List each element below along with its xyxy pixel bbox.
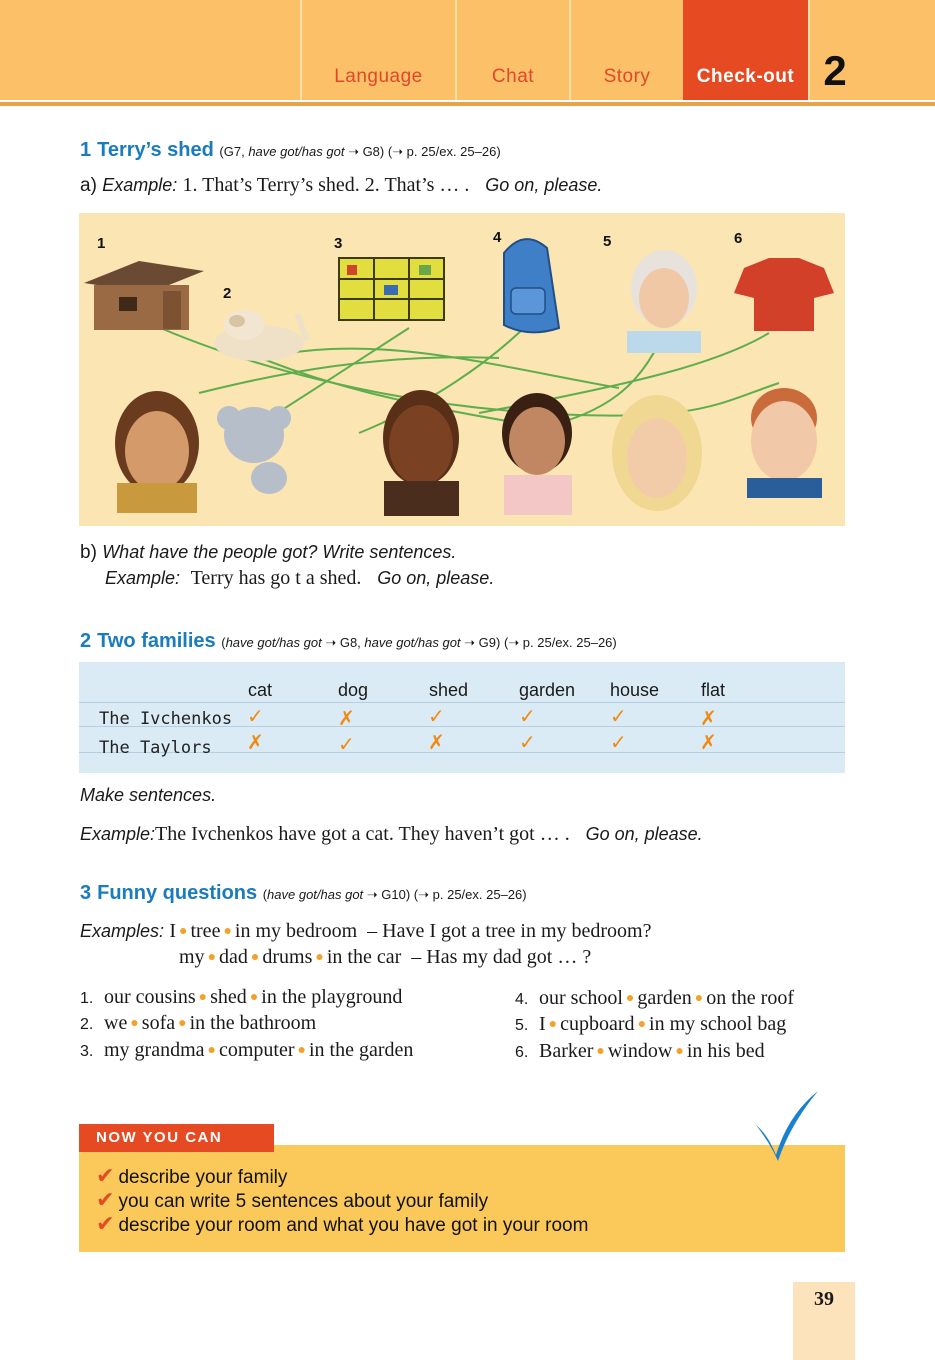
ex2-instruction: Make sentences.: [80, 785, 217, 805]
column-header-shed: shed: [429, 680, 469, 700]
now-you-can-tab: [79, 1124, 274, 1152]
bullet-dot-icon: ●: [548, 1017, 558, 1032]
ex3-example-1: [80, 920, 652, 943]
column-header-dog: dog: [338, 680, 369, 700]
now-you-can-title: NOW YOU CAN: [96, 1129, 223, 1146]
list-item: [515, 987, 794, 1010]
bullet-dot-icon: ●: [694, 991, 704, 1006]
bullet-dot-icon: ●: [297, 1043, 306, 1058]
bullet-dot-icon: ●: [625, 991, 635, 1006]
school-bag-icon: [504, 239, 559, 332]
girl-portrait: [115, 391, 199, 513]
picture-label-3: 3: [334, 235, 343, 252]
ex1-a-line: [80, 174, 602, 197]
prompt-part: garden: [637, 987, 692, 1009]
column-header-garden: garden: [519, 680, 576, 700]
boy-portrait: [747, 388, 822, 498]
now-you-can-text: you can write 5 sentences about your family: [118, 1191, 489, 1212]
grandma-portrait: [627, 250, 701, 353]
column-header-house: house: [610, 680, 660, 700]
picture-label-4: 4: [493, 229, 502, 246]
ref-part: have got/has got: [225, 635, 322, 650]
ex3-title: Funny questions: [97, 882, 258, 904]
prompt-part: my grandma: [104, 1039, 205, 1061]
prompt-part: tree: [190, 920, 221, 942]
bullet-dot-icon: ●: [198, 990, 208, 1005]
bullet-dot-icon: ●: [596, 1044, 605, 1059]
t-shirt-icon: [734, 258, 834, 331]
prompt-part: window: [607, 1040, 673, 1062]
picture-label-1: 1: [97, 235, 106, 252]
list-item: [80, 1012, 316, 1035]
big-check-icon: [748, 1085, 823, 1165]
tab-label: Language: [334, 66, 423, 87]
list-item: [80, 1039, 413, 1062]
cupboard-icon: [339, 258, 444, 320]
ex1-b-example-label: Example:: [105, 568, 181, 588]
ex1-picture-panel: [79, 213, 845, 526]
bullet-dot-icon: ●: [223, 924, 232, 939]
ref-part: ➝ G9) (➝ p. 25/ex. 25–26): [460, 635, 617, 650]
prompt-part: I: [169, 920, 176, 942]
ex3-reference: [263, 887, 527, 902]
ex1-heading: [80, 139, 501, 162]
item-number: 5.: [515, 1017, 529, 1034]
ex2-title: Two families: [97, 630, 216, 652]
prompt-part: in the car: [326, 946, 402, 968]
tab-check-out[interactable]: [683, 0, 808, 100]
prompt-part: dad: [219, 946, 248, 968]
prompt-part: my: [179, 946, 205, 968]
boy-portrait: [383, 390, 459, 516]
ref-part: ➝ G8,: [321, 635, 365, 650]
ex3-heading: [80, 882, 527, 905]
item-number: 2.: [80, 1016, 94, 1033]
ex1-title: Terry’s shed: [97, 139, 214, 161]
now-you-can-item: [96, 1187, 488, 1213]
ex1-a-goon: Go on, please.: [485, 175, 603, 195]
bullet-dot-icon: ●: [315, 950, 324, 965]
list-item: [515, 1040, 765, 1063]
ref-part: have got/has got: [248, 144, 345, 159]
ex1-b-text: Terry has go t a shed.: [190, 567, 362, 589]
now-you-can-item: [96, 1163, 287, 1189]
ref-part: (G7,: [219, 144, 249, 159]
prompt-part: our school: [539, 987, 623, 1009]
bullet-dot-icon: ●: [178, 1016, 187, 1031]
prompt-part: Barker: [539, 1040, 594, 1062]
bullet-dot-icon: ●: [250, 950, 260, 965]
check-icon: ✔: [96, 1211, 115, 1236]
table-mark: ✓: [610, 732, 627, 754]
row-label-ivchenkos: The Ivchenkos: [99, 709, 233, 729]
ex2-goon: Go on, please.: [585, 824, 703, 844]
ex1-a-example-label: Example:: [102, 175, 178, 195]
tab-label: Chat: [491, 66, 535, 87]
table-mark: ✓: [519, 732, 536, 754]
bullet-dot-icon: ●: [179, 924, 188, 939]
ex1-illustration: [79, 213, 845, 526]
ref-part: ➝ G8) (➝ p. 25/ex. 25–26): [344, 144, 501, 159]
list-item: [515, 1013, 786, 1036]
ref-part: ➝ G10) (➝ p. 25/ex. 25–26): [363, 887, 527, 902]
table-mark: ✗: [700, 708, 717, 730]
prompt-part: in the bathroom: [189, 1012, 317, 1034]
ref-part: (: [262, 887, 268, 902]
page-number: 39: [814, 1288, 834, 1310]
chapter-number: [808, 0, 860, 100]
ref-part: have got/has got: [364, 635, 461, 650]
prompt-part: sofa: [141, 1012, 176, 1034]
prompt-part: in the garden: [309, 1039, 414, 1061]
page-header: [0, 0, 935, 100]
prompt-part: I: [539, 1013, 546, 1035]
prompt-part: drums: [262, 946, 313, 968]
item-number: 6.: [515, 1044, 529, 1061]
ex2-example-label: Example:: [80, 824, 156, 844]
bullet-dot-icon: ●: [637, 1017, 647, 1032]
ex2-number: 2: [80, 630, 92, 652]
now-you-can-item: [96, 1211, 588, 1237]
picture-label-2: 2: [223, 285, 232, 302]
prompt-part: computer: [219, 1039, 295, 1061]
chapter-number-text: 2: [823, 47, 847, 94]
prompt-part: shed: [210, 986, 247, 1008]
girl-portrait: [502, 393, 572, 515]
row-label-taylors: The Taylors: [99, 738, 212, 758]
ex2-reference: [221, 635, 617, 650]
prompt-part: we: [104, 1012, 128, 1034]
bullet-dot-icon: ●: [207, 950, 217, 965]
prompt-part: cupboard: [560, 1013, 635, 1035]
example-answer: – Have I got a tree in my bedroom?: [367, 920, 652, 942]
prompt-part: in my bedroom: [234, 920, 358, 942]
ex2-example-line: [80, 823, 703, 846]
prompt-part: our cousins: [104, 986, 196, 1008]
bullet-dot-icon: ●: [675, 1044, 684, 1059]
ex2-instruction-line: [80, 785, 216, 807]
now-you-can-text: describe your family: [118, 1167, 288, 1188]
table-mark: ✓: [519, 706, 536, 728]
table-mark: ✗: [428, 732, 445, 754]
example-answer: – Has my dad got … ?: [411, 946, 592, 968]
table-mark: ✗: [700, 732, 717, 754]
now-you-can-box: [79, 1145, 845, 1252]
ex1-b-label: b): [80, 542, 97, 563]
picture-label-5: 5: [603, 233, 612, 250]
ex1-reference: [219, 144, 500, 159]
ex1-b-line: [80, 542, 456, 564]
tab-story[interactable]: [569, 0, 683, 100]
ref-part: (: [221, 635, 226, 650]
tab-label: Story: [603, 66, 651, 87]
prompt-part: on the roof: [706, 987, 795, 1009]
table-mark: ✓: [247, 706, 264, 728]
ex1-b-goon: Go on, please.: [377, 568, 495, 588]
ex2-heading: [80, 630, 617, 653]
blonde-woman-portrait: [612, 395, 702, 511]
tab-language[interactable]: [300, 0, 455, 100]
tab-label: Check-out: [696, 66, 795, 87]
table-mark: ✓: [610, 706, 627, 728]
item-number: 3.: [80, 1043, 94, 1060]
check-icon: ✔: [96, 1163, 115, 1188]
families-table: [79, 662, 845, 773]
prompt-part: in the playground: [261, 986, 403, 1008]
shed-icon: [84, 261, 204, 330]
picture-label-6: 6: [734, 230, 743, 247]
bullet-dot-icon: ●: [130, 1016, 139, 1031]
now-you-can-text: describe your room and what you have got in your room: [118, 1215, 589, 1236]
mouse-character: [217, 406, 291, 494]
tab-chat[interactable]: [455, 0, 569, 100]
dog-icon: [214, 310, 310, 361]
table-rule: [79, 702, 845, 703]
ex2-example-text: The Ivchenkos have got a cat. They haven’t got … .: [155, 823, 570, 845]
column-header-cat: cat: [248, 680, 273, 700]
table-mark: ✗: [247, 732, 264, 754]
item-number: 4.: [515, 991, 529, 1008]
prompt-part: in his bed: [686, 1040, 765, 1062]
ex3-example-2: [179, 946, 591, 969]
ref-part: have got/has got: [267, 887, 364, 902]
prompt-part: in my school bag: [649, 1013, 787, 1035]
bullet-dot-icon: ●: [207, 1043, 216, 1058]
table-mark: ✓: [338, 734, 355, 756]
table-mark: ✗: [338, 708, 355, 730]
ex3-number: 3: [80, 882, 92, 904]
ex3-examples-label: Examples:: [80, 921, 165, 941]
item-number: 1.: [80, 990, 94, 1007]
header-divider: [0, 102, 935, 106]
ex1-a-label: a): [80, 175, 97, 196]
ex1-number: 1: [80, 139, 92, 161]
ex1-b-example-line: [105, 567, 494, 590]
ex1-a-text: 1. That’s Terry’s shed. 2. That’s … .: [182, 174, 470, 196]
bullet-dot-icon: ●: [249, 990, 259, 1005]
list-item: [80, 986, 402, 1009]
column-header-flat: flat: [701, 680, 726, 700]
page-number-box: [793, 1282, 855, 1360]
ex1-b-instruction: What have the people got? Write sentences.: [102, 542, 457, 562]
check-icon: ✔: [96, 1187, 115, 1212]
table-mark: ✓: [428, 706, 445, 728]
